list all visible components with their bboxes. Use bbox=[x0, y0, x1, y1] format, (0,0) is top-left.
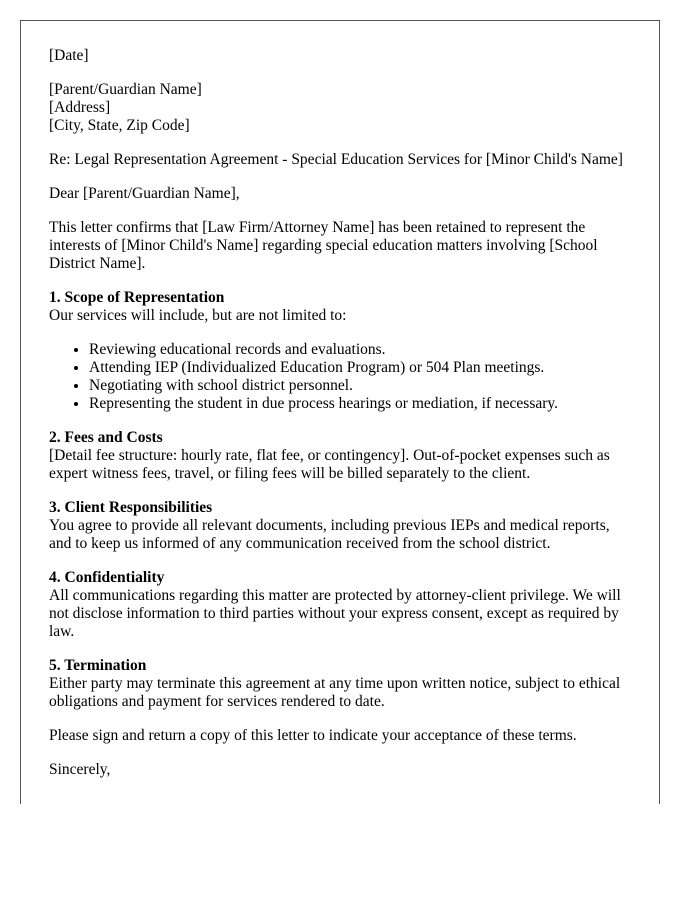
section-text-termination: Either party may terminate this agreement at any time upon written notice, subject to ethical obligations and payment for services rendered to date. bbox=[49, 675, 621, 710]
section-termination bbox=[49, 657, 631, 711]
scope-service-list bbox=[49, 341, 631, 413]
section-client-responsibilities bbox=[49, 499, 631, 553]
section-heading-termination: 5. Termination bbox=[49, 657, 147, 674]
section-heading-client-responsibilities: 3. Client Responsibilities bbox=[49, 499, 213, 516]
list-item: • Reviewing educational records and evaluations. bbox=[89, 341, 631, 359]
letter-date: [Date] bbox=[49, 47, 89, 64]
section-confidentiality bbox=[49, 569, 631, 641]
list-item: • Attending IEP (Individualized Education Program) or 504 Plan meetings. bbox=[89, 359, 631, 377]
subject-line: Re: Legal Representation Agreement - Special Education Services for [Minor Child's Name] bbox=[49, 151, 623, 168]
section-fees bbox=[49, 429, 631, 483]
letter-page bbox=[20, 20, 660, 804]
section-heading-fees: 2. Fees and Costs bbox=[49, 429, 163, 446]
salutation: Dear [Parent/Guardian Name], bbox=[49, 185, 240, 202]
section-heading-scope: 1. Scope of Representation bbox=[49, 289, 225, 306]
section-text-confidentiality: All communications regarding this matter are protected by attorney-client privilege. We will not disclose information to third parties without your express consent, except as required by law. bbox=[49, 587, 621, 640]
section-heading-confidentiality: 4. Confidentiality bbox=[49, 569, 165, 586]
recipient-city-state-zip: [City, State, Zip Code] bbox=[49, 117, 190, 134]
section-text-scope: Our services will include, but are not limited to: bbox=[49, 307, 347, 324]
sign-off: Sincerely, bbox=[49, 761, 111, 778]
recipient-name: [Parent/Guardian Name] bbox=[49, 81, 202, 98]
closing-request: Please sign and return a copy of this letter to indicate your acceptance of these terms. bbox=[49, 727, 577, 744]
recipient-address-block bbox=[49, 81, 631, 135]
section-scope bbox=[49, 289, 631, 413]
list-item: • Negotiating with school district personnel. bbox=[89, 377, 631, 395]
section-text-client-responsibilities: You agree to provide all relevant documents, including previous IEPs and medical reports, and to keep us informed of any communication received from the school district. bbox=[49, 517, 610, 552]
list-item: • Representing the student in due process hearings or mediation, if necessary. bbox=[89, 395, 631, 413]
intro-paragraph: This letter confirms that [Law Firm/Attorney Name] has been retained to represent the interests of [Minor Child's Name] regarding special education matters involving [School District Name]. bbox=[49, 219, 598, 272]
recipient-address: [Address] bbox=[49, 99, 111, 116]
section-text-fees: [Detail fee structure: hourly rate, flat fee, or contingency]. Out-of-pocket expenses such as expert witness fees, travel, or filing fees will be billed separately to the client. bbox=[49, 447, 610, 482]
